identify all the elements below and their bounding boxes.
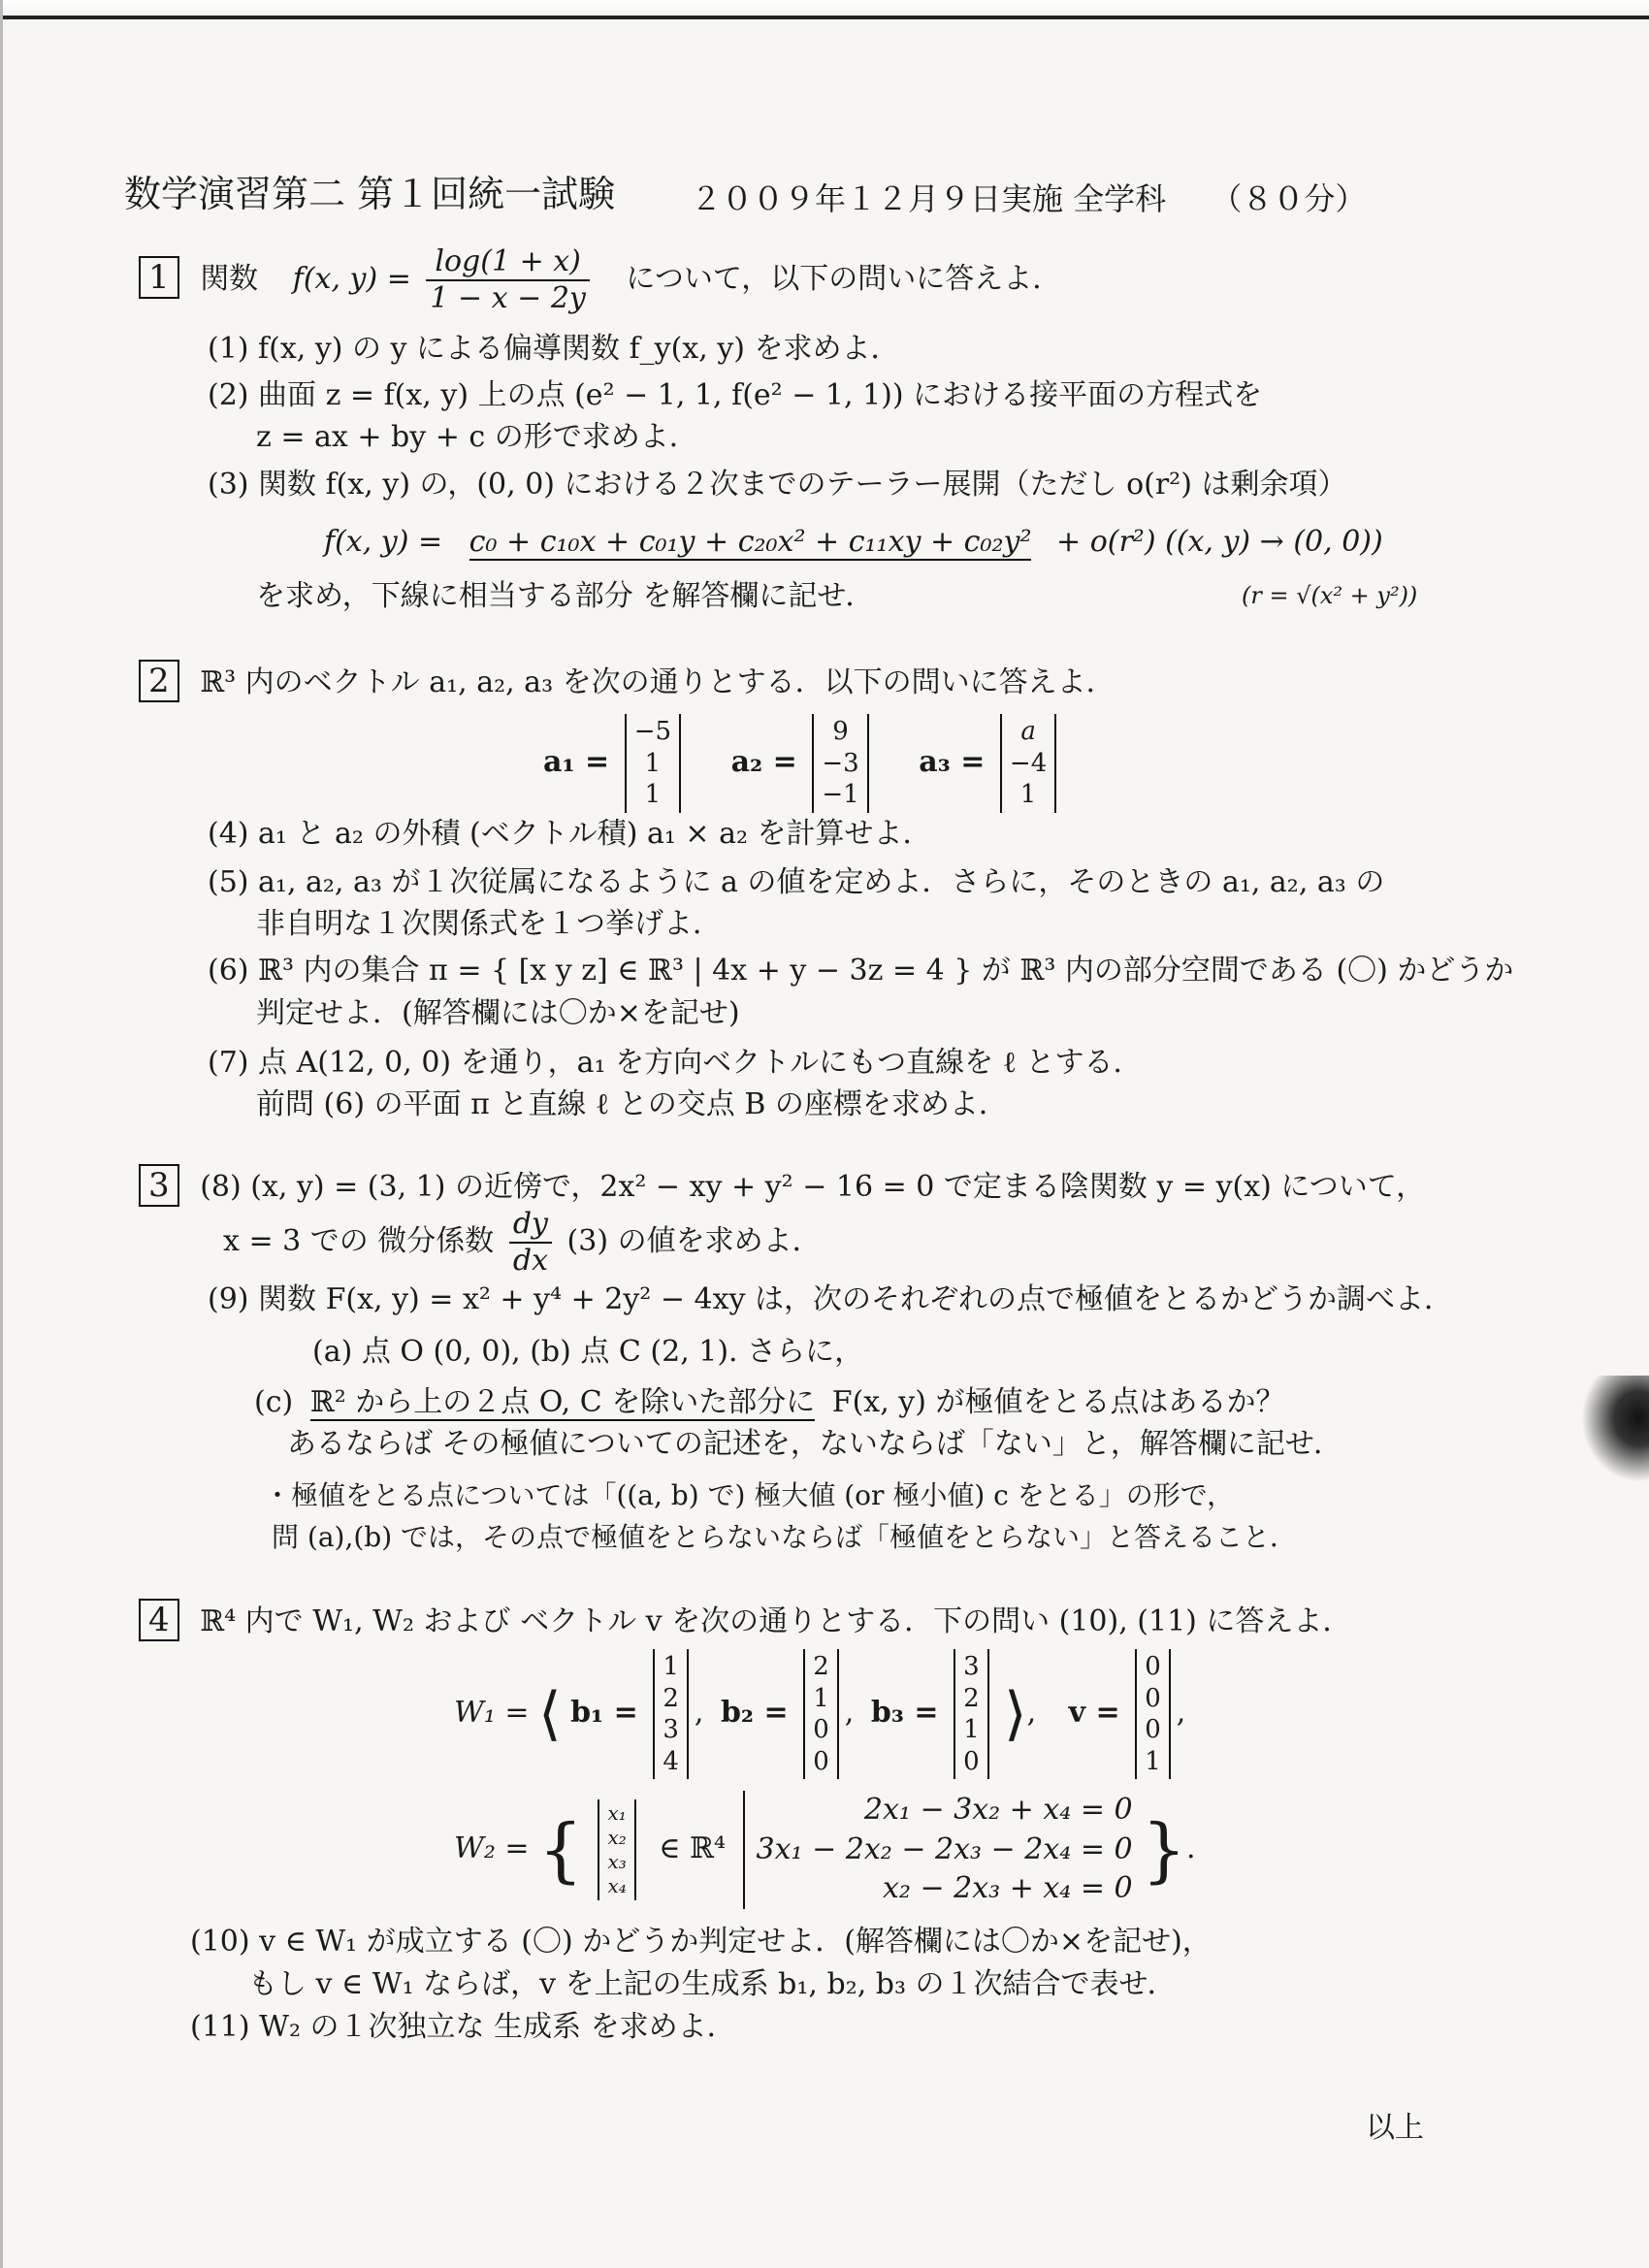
- q1-taylor: [324, 525, 1383, 560]
- a1-entry: −5: [633, 717, 672, 746]
- a2-entry: −1: [822, 780, 859, 809]
- q1-intro-a: 関数: [200, 262, 259, 296]
- q3-9c-underlined: ℝ² から上の２点 O, C を除いた部分に: [309, 1385, 816, 1419]
- b2-entry: 1: [813, 1683, 829, 1713]
- a1-entry: 1: [644, 780, 662, 809]
- q1-taylor-underlined: c₀ + c₁₀x + c₀₁y + c₂₀x² + c₁₁xy + c₀₂y²: [469, 525, 1032, 559]
- q3-dy: dy: [509, 1207, 552, 1244]
- title-text: 数学演習第二 第１回統一試験: [124, 173, 616, 215]
- duration-text: （８０分）: [1211, 180, 1367, 217]
- q2-problem-5a: (5) a₁, a₂, a₃ が１次従属になるように a の値を定めよ．さらに，そのときの a₁, a₂, a₃ の: [208, 865, 1385, 899]
- q1-fraction: [426, 244, 589, 316]
- b2-label: b₂ =: [720, 1696, 789, 1730]
- w2-in-r4: ∈ ℝ⁴: [659, 1831, 726, 1865]
- w1-right-angle: ⟩: [1004, 1680, 1027, 1748]
- b1-label: b₁ =: [570, 1696, 638, 1730]
- q2-number: 2: [139, 660, 179, 702]
- v-entry: 0: [1145, 1652, 1161, 1681]
- q1-denominator: 1 − x − 2y: [430, 281, 586, 315]
- q1-taylor-lhs: f(x, y) =: [324, 525, 443, 559]
- q4-w2-definition: W₂ = { x₁ x₂ x₃ x₄ ∈ ℝ⁴ 2x₁ − 3x₂ + x₄ = 0 3x₁ − 2x₂ − 2x₃ − 2x₄ = 0 x₂ − 2x₃ + x₄ = 0 }.: [454, 1791, 1196, 1909]
- a2-entry: −3: [822, 748, 859, 778]
- a3-vector: [1000, 714, 1056, 813]
- a3-entry: a: [1020, 717, 1036, 746]
- a1-label: a₁ =: [543, 744, 610, 779]
- v-vector: [1135, 1649, 1171, 1779]
- q4-w1-definition: W₁ = ⟨ b₁ = 1 2 3 4 , b₂ = 2 1 0 0 , b₃ = 3 2 1 0 ⟩, v = 0 0 0 1 ,: [454, 1649, 1185, 1779]
- q4-problem-11: (11) W₂ の１次独立な 生成系 を求めよ．: [190, 2010, 736, 2044]
- q2-intro-text: ℝ³ 内のベクトル a₁, a₂, a₃ を次の通りとする．以下の問いに答えよ．: [200, 665, 1116, 699]
- q3-problem-9: (9) 関数 F(x, y) = x² + y⁴ + 2y² − 4xy は，次のそれぞれの点で極値をとるかどうか調べよ．: [208, 1282, 1454, 1316]
- q2-problem-6a: (6) ℝ³ 内の集合 π = { [x y z] ∈ ℝ³ | 4x + y − 3z = 4 } が ℝ³ 内の部分空間である (〇) かどうか: [208, 954, 1514, 988]
- date-text: ２００９年１２月９日実施 全学科: [691, 180, 1167, 217]
- a3-entry: 1: [1019, 780, 1037, 809]
- q1-intro: [139, 244, 1061, 316]
- scan-edge-left: [0, 0, 3, 2268]
- q2-problem-6b: 判定せよ．(解答欄には〇か×を記せ): [256, 996, 740, 1030]
- a2-entry: 9: [832, 717, 849, 746]
- b3-entry: 1: [963, 1715, 980, 1744]
- q3-problem-9ab: (a) 点 O (0, 0), (b) 点 C (2, 1). さらに，: [312, 1335, 864, 1369]
- w2-label: W₂ =: [454, 1831, 530, 1865]
- a2-vector: [812, 714, 868, 813]
- b1-entry: 1: [663, 1652, 679, 1681]
- x-entry: x₃: [607, 1849, 627, 1873]
- q1-problem-2b: z = ax + by + c の形で求めよ．: [256, 420, 698, 454]
- q2-problem-5b: 非自明な１次関係式を１つ挙げよ．: [256, 907, 722, 941]
- q3-problem-8a: [139, 1164, 1425, 1207]
- b2-entry: 0: [813, 1746, 829, 1776]
- b1-entry: 2: [663, 1683, 679, 1713]
- w2-right-brace: }: [1142, 1808, 1186, 1891]
- w2-x-vector: [598, 1799, 635, 1900]
- b2-vector: [803, 1649, 839, 1779]
- exam-date: [691, 180, 1366, 217]
- q3-8b-pre: x = 3 での 微分係数: [223, 1224, 495, 1258]
- q1-problem-3a: (3) 関数 f(x, y) の，(0, 0) における２次までのテーラー展開（ただし o(r²) は剰余項）: [208, 468, 1347, 502]
- q2-intro: [139, 660, 1116, 702]
- q1-problem-1: (1) f(x, y) の y による偏導関数 f_y(x, y) を求めよ．: [208, 332, 900, 366]
- q4-intro: [139, 1599, 1351, 1641]
- q3-problem-8b: [223, 1207, 822, 1279]
- q3-note-2: 問 (a),(b) では，その点で極値をとらないならば「極値をとらない」と答えること．: [272, 1521, 1298, 1553]
- v-label: v =: [1068, 1696, 1120, 1730]
- q1-r-definition: (r = √(x² + y²)): [1242, 582, 1418, 609]
- x-entry: x₄: [607, 1873, 627, 1897]
- q3-number: 3: [139, 1164, 179, 1207]
- q3-9c-label: (c): [254, 1385, 294, 1419]
- w2-equation-3: x₂ − 2x₃ + x₄ = 0: [882, 1871, 1133, 1905]
- a1-vector: [625, 714, 681, 813]
- q1-intro-b: について，以下の問いに答えよ．: [626, 262, 1062, 296]
- q3-derivative-fraction: [509, 1207, 552, 1279]
- q3-note-1: ・極値をとる点については「((a, b) で) 極大値 (or 極小値) c をとる」の形で，: [264, 1479, 1235, 1511]
- a3-label: a₃ =: [919, 744, 986, 779]
- q1-problem-3b: を求め，下線に相当する部分 を解答欄に記せ．: [256, 579, 875, 613]
- w1-left-angle: ⟨: [538, 1680, 562, 1748]
- a2-label: a₂ =: [730, 744, 797, 779]
- q4-problem-10a: (10) v ∈ W₁ が成立する (〇) かどうか判定せよ．(解答欄には〇か×を記せ)，: [190, 1925, 1212, 1959]
- q3-8b-post: (3) の値を求めよ．: [566, 1224, 822, 1258]
- q3-9c-post: F(x, y) が極値をとる点はあるか？: [831, 1385, 1285, 1419]
- q1-taylor-rest: + o(r²) ((x, y) → (0, 0)): [1056, 525, 1383, 559]
- w2-equation-system: [743, 1791, 1133, 1909]
- q1-number: 1: [139, 256, 179, 299]
- q3-problem-8a-text: (8) (x, y) = (3, 1) の近傍で，2x² − xy + y² − 16 = 0 で定まる陰関数 y = y(x) について，: [200, 1170, 1426, 1204]
- a3-entry: −4: [1009, 748, 1048, 778]
- q4-intro-text: ℝ⁴ 内で W₁, W₂ および ベクトル v を次の通りとする．下の問い (10), (11) に答えよ．: [200, 1604, 1352, 1638]
- b2-entry: 0: [813, 1715, 829, 1744]
- w1-label: W₁ =: [454, 1696, 530, 1730]
- x-entry: x₁: [607, 1800, 627, 1825]
- q4-problem-10b: もし v ∈ W₁ ならば，v を上記の生成系 b₁, b₂, b₃ の１次結合で表せ．: [248, 1967, 1177, 2001]
- b3-vector: [954, 1649, 989, 1779]
- w2-equation-2: 3x₁ − 2x₂ − 2x₃ − 2x₄ = 0: [756, 1831, 1133, 1866]
- q2-problem-7a: (7) 点 A(12, 0, 0) を通り，a₁ を方向ベクトルにもつ直線を ℓ とする．: [208, 1046, 1143, 1080]
- q4-number: 4: [139, 1599, 179, 1641]
- end-mark: 以上: [1366, 2111, 1424, 2145]
- v-entry: 0: [1145, 1715, 1161, 1744]
- q1-numerator: log(1 + x): [426, 244, 589, 281]
- a1-entry: 1: [644, 748, 662, 778]
- q1-problem-2a: (2) 曲面 z = f(x, y) 上の点 (e² − 1, 1, f(e² − 1, 1)) における接平面の方程式を: [208, 378, 1263, 412]
- b1-entry: 3: [663, 1715, 679, 1744]
- x-entry: x₂: [607, 1825, 627, 1849]
- b3-entry: 2: [963, 1683, 980, 1713]
- q3-problem-9c2: あるならば その極値についての記述を，ないならば「ない」と，解答欄に記せ．: [287, 1427, 1343, 1461]
- q3-dx: dx: [512, 1244, 548, 1278]
- w2-left-brace: {: [538, 1808, 583, 1891]
- q3-problem-9c: [254, 1385, 1284, 1420]
- b1-vector: [653, 1649, 689, 1779]
- q2-problem-7b: 前問 (6) の平面 π と直線 ℓ との交点 B の座標を求めよ．: [256, 1087, 1008, 1121]
- b3-entry: 0: [963, 1746, 980, 1776]
- v-entry: 0: [1145, 1683, 1161, 1713]
- q2-problem-4: (4) a₁ と a₂ の外積 (ベクトル積) a₁ × a₂ を計算せよ．: [208, 817, 932, 851]
- w2-equation-1: 2x₁ − 3x₂ + x₄ = 0: [863, 1793, 1133, 1827]
- b3-label: b₃ =: [870, 1696, 939, 1730]
- b1-entry: 4: [663, 1746, 679, 1776]
- exam-title: [124, 173, 615, 217]
- b2-entry: 2: [813, 1652, 829, 1681]
- scan-smudge: [1581, 1376, 1649, 1482]
- q2-vectors: [543, 714, 1062, 813]
- scan-edge-top: [0, 0, 1649, 19]
- b3-entry: 3: [963, 1652, 980, 1681]
- v-entry: 1: [1145, 1746, 1161, 1776]
- q1-function-lhs: f(x, y) =: [292, 262, 411, 296]
